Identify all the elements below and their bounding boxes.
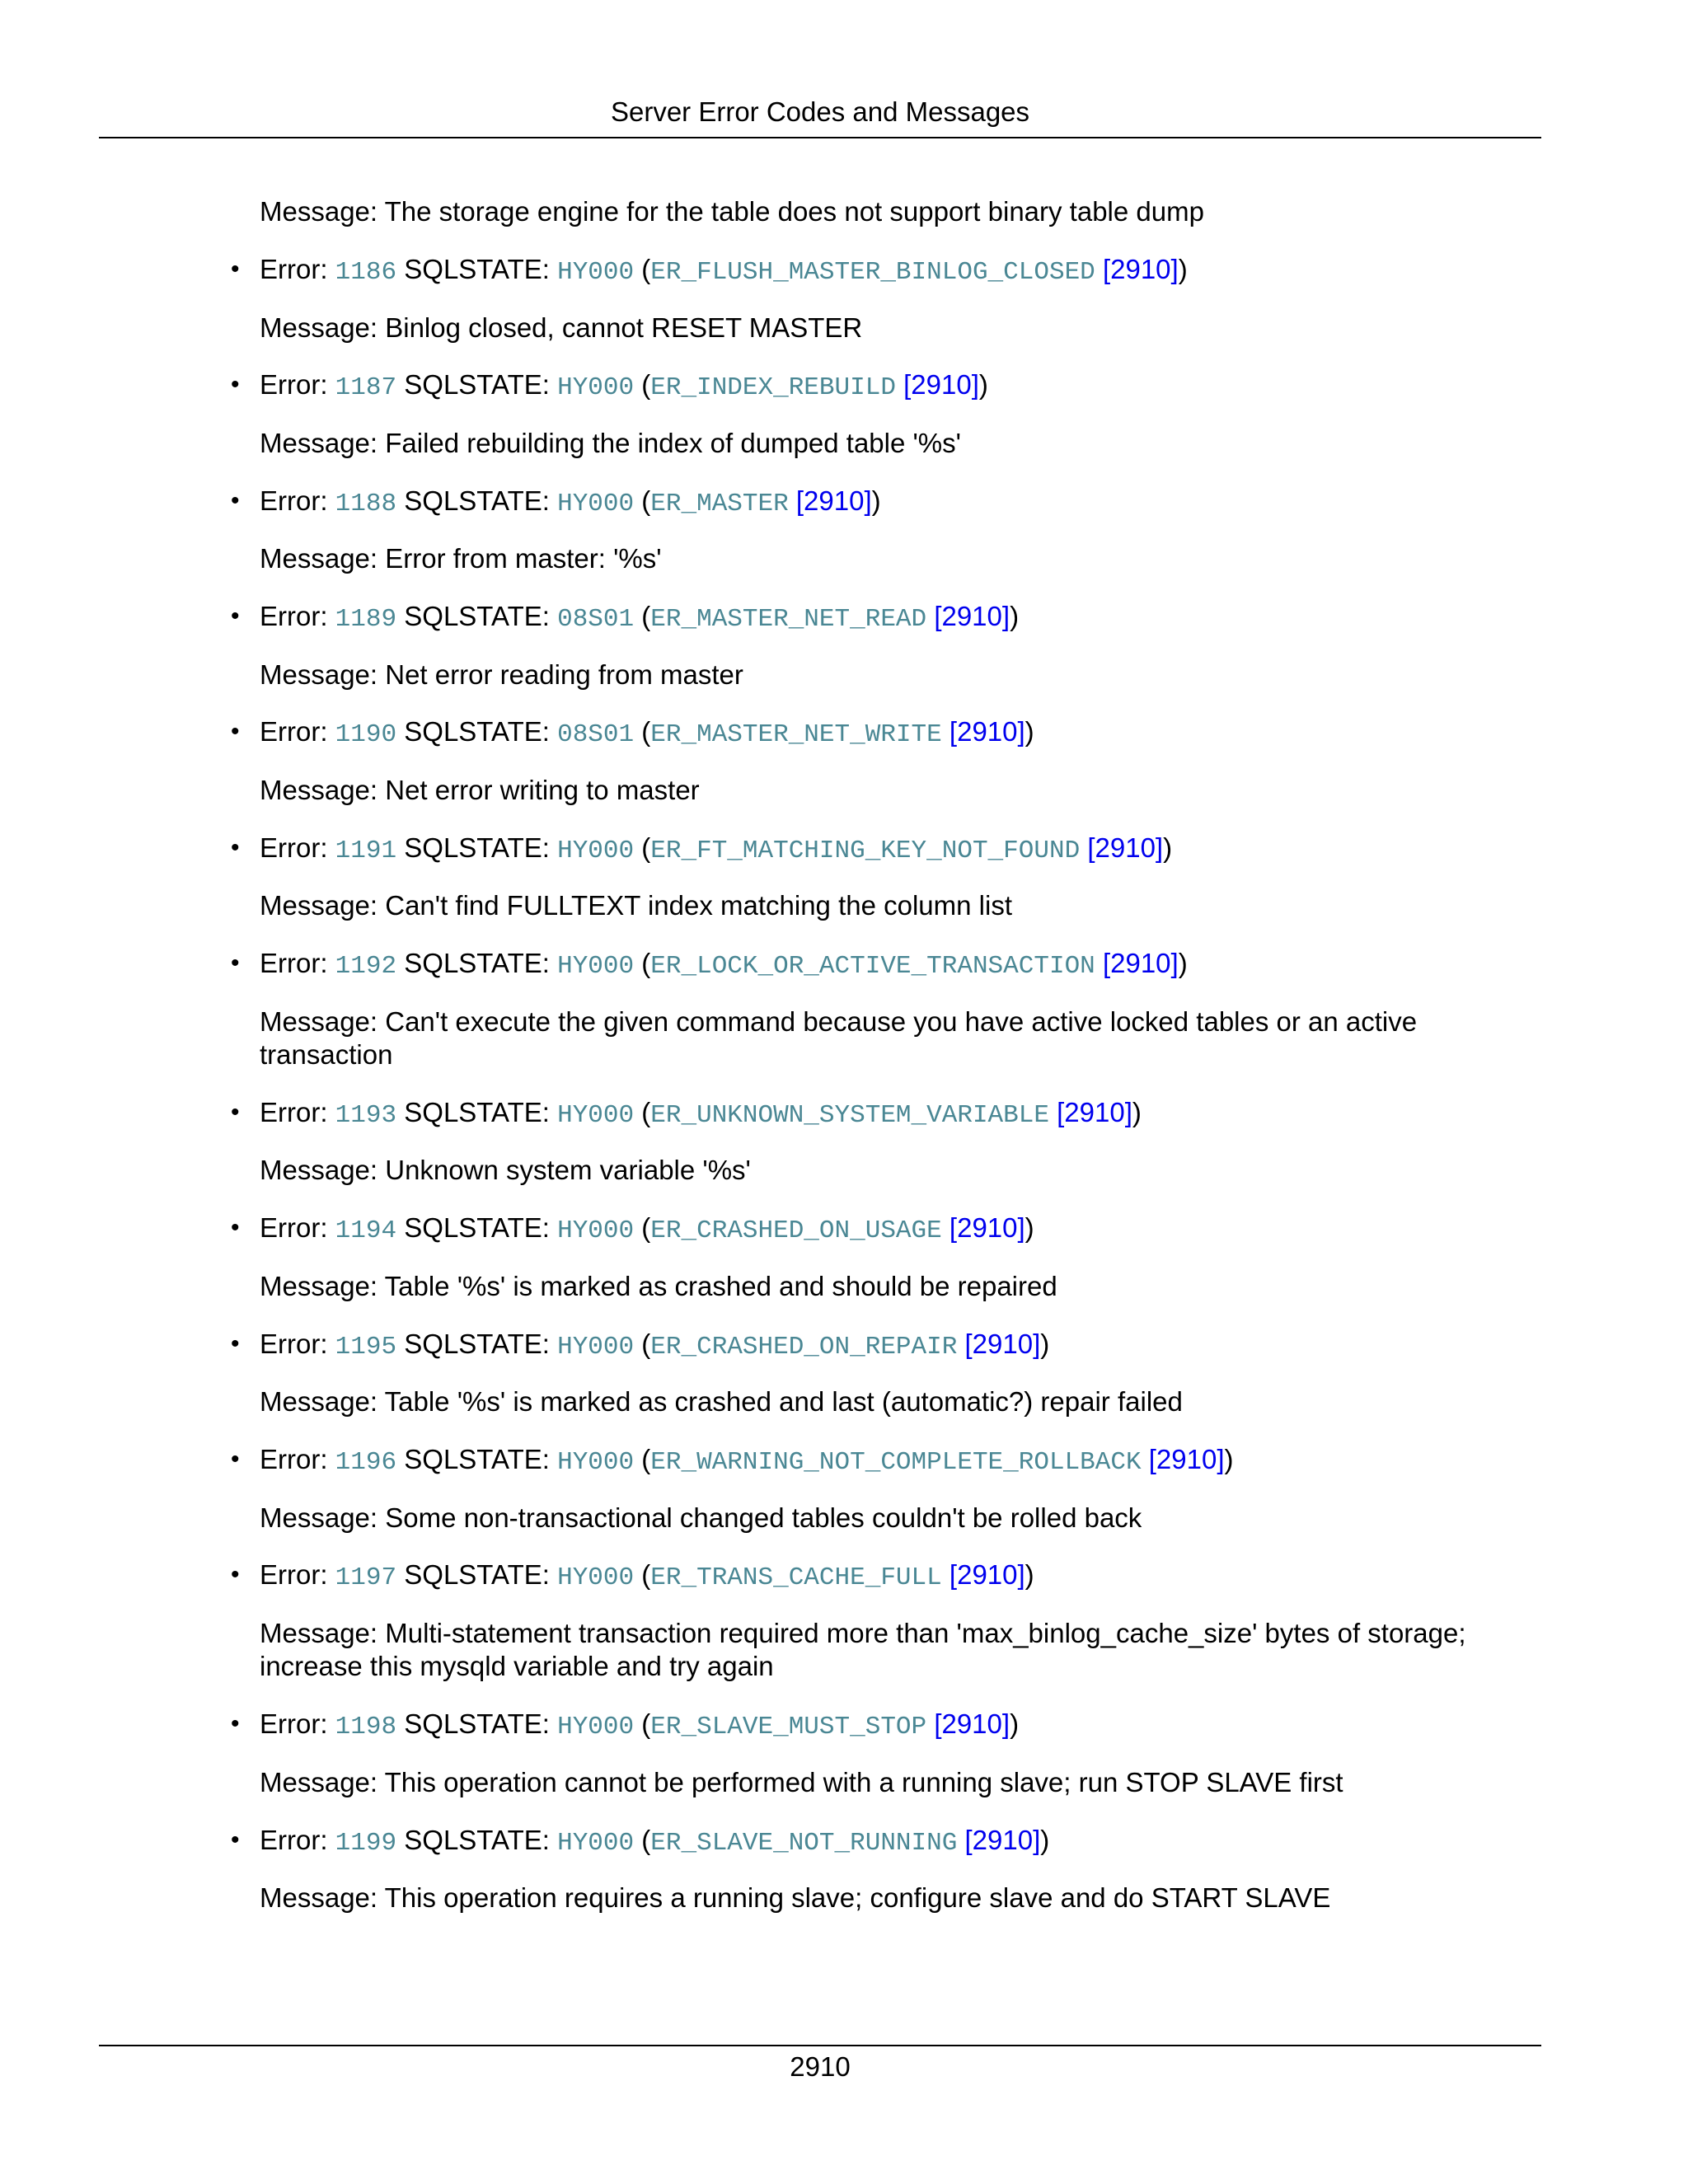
sqlstate-code: HY000 <box>557 837 635 865</box>
bullet: • <box>231 1099 240 1126</box>
page-ref-link[interactable]: [2910] <box>1102 254 1179 284</box>
error-code: 1198 <box>335 1713 397 1741</box>
bullet: • <box>231 1214 240 1241</box>
error-message: Message: Table '%s' is marked as crashed and should be repaired <box>260 1271 1057 1301</box>
error-entry: • Error: 1196 SQLSTATE: HY000 (ER_WARNING_NOT_COMPLETE_ROLLBACK [2910]) <box>231 1444 1234 1477</box>
error-symbol: ER_CRASHED_ON_REPAIR <box>650 1333 958 1361</box>
error-symbol: ER_SLAVE_MUST_STOP <box>650 1713 927 1741</box>
error-entry: • Error: 1190 SQLSTATE: 08S01 (ER_MASTER_NET_WRITE [2910]) <box>231 716 1034 749</box>
sqlstate-code: HY000 <box>557 1216 635 1245</box>
error-entry: • Error: 1197 SQLSTATE: HY000 (ER_TRANS_CACHE_FULL [2910]) <box>231 1559 1034 1592</box>
page-ref-link[interactable]: [2910] <box>949 716 1025 747</box>
bullet: • <box>231 1561 240 1588</box>
error-entry: • Error: 1195 SQLSTATE: HY000 (ER_CRASHED_ON_REPAIR [2910]) <box>231 1329 1050 1361</box>
error-message: Message: Table '%s' is marked as crashed and last (automatic?) repair failed <box>260 1386 1183 1417</box>
error-entry: • Error: 1192 SQLSTATE: HY000 (ER_LOCK_OR_ACTIVE_TRANSACTION [2910]) <box>231 948 1188 981</box>
error-entry: • Error: 1199 SQLSTATE: HY000 (ER_SLAVE_NOT_RUNNING [2910]) <box>231 1825 1050 1858</box>
error-symbol: ER_LOCK_OR_ACTIVE_TRANSACTION <box>650 952 1095 981</box>
error-entry: • Error: 1194 SQLSTATE: HY000 (ER_CRASHED_ON_USAGE [2910]) <box>231 1212 1034 1245</box>
page-ref-link[interactable]: [2910] <box>795 485 872 516</box>
error-message: Message: Unknown system variable '%s' <box>260 1155 751 1185</box>
error-code: 1193 <box>335 1101 397 1130</box>
error-symbol: ER_FT_MATCHING_KEY_NOT_FOUND <box>650 837 1081 865</box>
error-symbol: ER_MASTER_NET_WRITE <box>650 720 942 749</box>
page-ref-link[interactable]: [2910] <box>1087 832 1164 863</box>
sqlstate-code: HY000 <box>557 490 635 518</box>
error-entry: • Error: 1188 SQLSTATE: HY000 (ER_MASTER [2910]) <box>231 485 881 518</box>
error-code: 1197 <box>335 1563 397 1592</box>
page-ref-link[interactable]: [2910] <box>949 1212 1025 1243</box>
intro-message: Message: The storage engine for the table does not support binary table dump <box>260 196 1204 227</box>
error-symbol: ER_CRASHED_ON_USAGE <box>650 1216 942 1245</box>
sqlstate-code: HY000 <box>557 1713 635 1741</box>
page-ref-link[interactable]: [2910] <box>934 601 1010 631</box>
error-message: Message: Can't execute the given command because you have active locked tables or an active transaction <box>260 1006 1418 1070</box>
bullet: • <box>231 834 240 861</box>
page-ref-link[interactable]: [2910] <box>964 1825 1041 1855</box>
error-code: 1187 <box>335 373 397 402</box>
error-message: Message: This operation cannot be performed with a running slave; run STOP SLAVE first <box>260 1767 1343 1797</box>
error-entry: • Error: 1193 SQLSTATE: HY000 (ER_UNKNOWN_SYSTEM_VARIABLE [2910]) <box>231 1097 1142 1130</box>
sqlstate-code: 08S01 <box>557 605 635 634</box>
error-symbol: ER_TRANS_CACHE_FULL <box>650 1563 942 1592</box>
error-message: Message: Net error reading from master <box>260 659 743 690</box>
page-ref-link[interactable]: [2910] <box>1057 1097 1132 1127</box>
bullet: • <box>231 1330 240 1357</box>
error-code: 1192 <box>335 952 397 981</box>
sqlstate-code: HY000 <box>557 952 635 981</box>
error-symbol: ER_MASTER <box>650 490 789 518</box>
sqlstate-code: HY000 <box>557 1829 635 1858</box>
error-message: Message: Can't find FULLTEXT index matching the column list <box>260 890 1012 921</box>
error-code: 1189 <box>335 605 397 634</box>
page-ref-link[interactable]: [2910] <box>903 369 979 400</box>
footer-rule <box>99 2045 1541 2046</box>
sqlstate-code: HY000 <box>557 1333 635 1361</box>
error-entry: • Error: 1189 SQLSTATE: 08S01 (ER_MASTER_NET_READ [2910]) <box>231 601 1020 634</box>
error-code: 1196 <box>335 1448 397 1477</box>
error-entry: • Error: 1187 SQLSTATE: HY000 (ER_INDEX_REBUILD [2910]) <box>231 369 988 402</box>
error-code: 1195 <box>335 1333 397 1361</box>
error-code: 1191 <box>335 837 397 865</box>
bullet: • <box>231 1446 240 1473</box>
sqlstate-code: HY000 <box>557 373 635 402</box>
sqlstate-code: HY000 <box>557 1563 635 1592</box>
bullet: • <box>231 1710 240 1737</box>
error-message: Message: Error from master: '%s' <box>260 543 662 574</box>
error-code: 1186 <box>335 258 397 287</box>
page-ref-link[interactable]: [2910] <box>1102 948 1179 978</box>
bullet: • <box>231 255 240 283</box>
sqlstate-code: HY000 <box>557 1448 635 1477</box>
error-symbol: ER_MASTER_NET_READ <box>650 605 927 634</box>
error-code: 1194 <box>335 1216 397 1245</box>
page-ref-link[interactable]: [2910] <box>1148 1444 1225 1474</box>
error-message: Message: Binlog closed, cannot RESET MASTER <box>260 312 863 343</box>
page-ref-link[interactable]: [2910] <box>934 1708 1010 1739</box>
page-header: Server Error Codes and Messages <box>610 96 1030 127</box>
error-symbol: ER_WARNING_NOT_COMPLETE_ROLLBACK <box>650 1448 1142 1477</box>
page-number: 2910 <box>790 2051 851 2082</box>
error-code: 1190 <box>335 720 397 749</box>
bullet: • <box>231 1826 240 1854</box>
error-symbol: ER_INDEX_REBUILD <box>650 373 896 402</box>
error-code: 1199 <box>335 1829 397 1858</box>
error-code: 1188 <box>335 490 397 518</box>
error-entry: • Error: 1198 SQLSTATE: HY000 (ER_SLAVE_MUST_STOP [2910]) <box>231 1708 1020 1741</box>
page-ref-link[interactable]: [2910] <box>949 1559 1025 1590</box>
error-message: Message: Failed rebuilding the index of dumped table '%s' <box>260 428 961 458</box>
error-message: Message: Multi-statement transaction required more than 'max_binlog_cache_size' bytes of storage; increase this mysqld variable and try again <box>260 1618 1466 1681</box>
sqlstate-code: 08S01 <box>557 720 635 749</box>
error-symbol: ER_UNKNOWN_SYSTEM_VARIABLE <box>650 1101 1049 1130</box>
bullet: • <box>231 949 240 977</box>
error-symbol: ER_SLAVE_NOT_RUNNING <box>650 1829 958 1858</box>
error-message: Message: Some non-transactional changed tables couldn't be rolled back <box>260 1502 1142 1533</box>
bullet: • <box>231 718 240 745</box>
error-message: Message: This operation requires a running slave; configure slave and do START SLAVE <box>260 1882 1331 1913</box>
sqlstate-code: HY000 <box>557 258 635 287</box>
error-message: Message: Net error writing to master <box>260 775 700 805</box>
sqlstate-code: HY000 <box>557 1101 635 1130</box>
bullet: • <box>231 487 240 514</box>
error-symbol: ER_FLUSH_MASTER_BINLOG_CLOSED <box>650 258 1095 287</box>
bullet: • <box>231 371 240 398</box>
header-rule <box>99 137 1541 138</box>
page-ref-link[interactable]: [2910] <box>964 1329 1041 1359</box>
error-entry: • Error: 1191 SQLSTATE: HY000 (ER_FT_MATCHING_KEY_NOT_FOUND [2910]) <box>231 832 1173 865</box>
error-entry: • Error: 1186 SQLSTATE: HY000 (ER_FLUSH_MASTER_BINLOG_CLOSED [2910]) <box>231 254 1188 287</box>
bullet: • <box>231 602 240 630</box>
